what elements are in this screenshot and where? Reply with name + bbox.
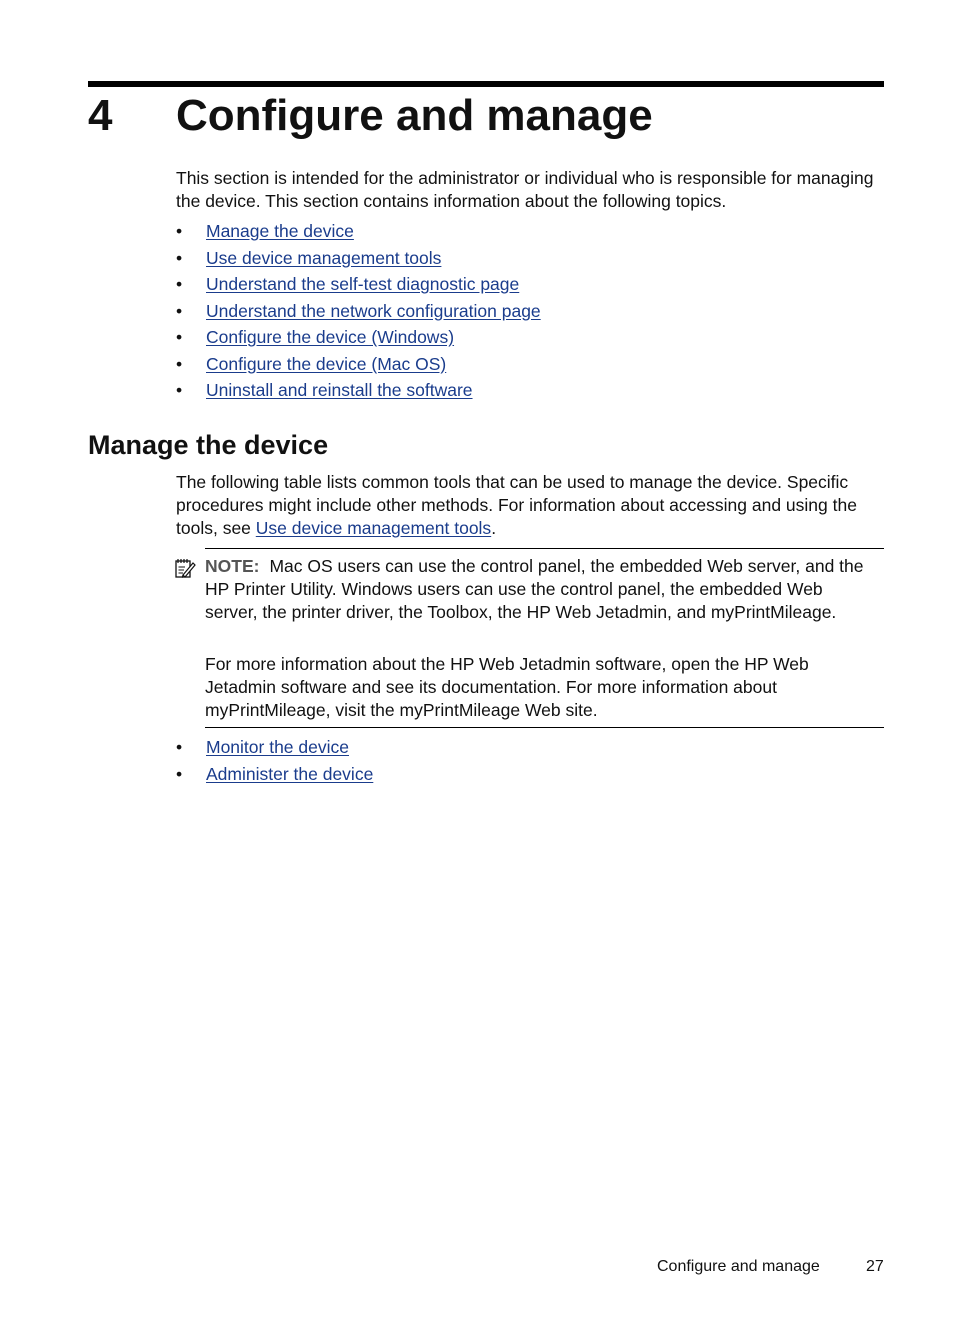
list-item [176, 300, 876, 327]
paragraph-text: The following table lists common tools that can be used to manage the device. Specific procedures might include other methods. For information about accessing and using the tools, see [176, 472, 857, 538]
topic-link-configure-windows[interactable]: Configure the device (Windows) [206, 327, 455, 347]
bullet-mark: • [176, 274, 183, 294]
section-paragraph [176, 471, 876, 540]
bullet-mark: • [176, 737, 183, 757]
list-item [176, 247, 876, 274]
topic-link-network-config-page[interactable]: Understand the network configuration page [206, 300, 541, 321]
link-monitor-device[interactable]: Monitor the device [206, 737, 349, 757]
topic-link-configure-mac[interactable]: Configure the device (Mac OS) [206, 353, 447, 374]
bullet-mark: • [176, 380, 183, 400]
topic-link-manage-device[interactable]: Manage the device [206, 221, 354, 241]
note-more-info: For more information about the HP Web Jetadmin software, open the HP Web Jetadmin software and see its documentation. For more information about myPrintMileage, visit the myPrintMileage Web site. [205, 654, 809, 720]
list-item [176, 273, 876, 300]
paragraph-end: . [491, 518, 497, 538]
note-text [205, 555, 877, 624]
chapter-top-rule [88, 81, 884, 87]
list-item [176, 220, 876, 247]
link-administer-device[interactable]: Administer the device [206, 763, 374, 784]
section-heading: Manage the device [88, 430, 329, 460]
list-item [176, 379, 876, 406]
note-label: NOTE: [205, 556, 260, 576]
note-bottom-rule [205, 727, 884, 728]
footer-page-number: 27 [866, 1258, 884, 1275]
bullet-mark: • [176, 763, 183, 784]
bullet-mark: • [176, 247, 183, 268]
footer-chapter-title: Configure and manage [657, 1258, 820, 1275]
intro-paragraph: This section is intended for the administrator or individual who is responsible for managing the device. This section contains information about the following topics. [176, 168, 874, 211]
bullet-mark: • [176, 300, 183, 321]
topic-link-management-tools[interactable]: Use device management tools [206, 247, 442, 268]
note-pencil-icon [174, 557, 196, 579]
chapter-title: Configure and manage [176, 91, 653, 140]
note-body: Mac OS users can use the control panel, the embedded Web server, and the HP Printer Utility. Windows users can use the control panel, the embedded Web server, the printer driver, the Toolbox, the HP Web Jetadmin, and myPrintMileage. [205, 556, 864, 622]
note-top-rule [205, 548, 884, 549]
topic-link-uninstall-reinstall[interactable]: Uninstall and reinstall the software [206, 380, 473, 400]
bullet-mark: • [176, 353, 183, 374]
topic-list [176, 220, 876, 406]
chapter-number: 4 [88, 91, 113, 140]
chapter-heading [88, 88, 884, 144]
section-link-list [176, 736, 876, 789]
bullet-mark: • [176, 327, 183, 347]
list-item [176, 763, 876, 790]
topic-link-self-test-page[interactable]: Understand the self-test diagnostic page [206, 274, 520, 294]
inline-link-management-tools[interactable]: Use device management tools [255, 518, 492, 538]
list-item [176, 736, 876, 763]
list-item [176, 326, 876, 353]
list-item [176, 353, 876, 380]
bullet-mark: • [176, 221, 183, 241]
